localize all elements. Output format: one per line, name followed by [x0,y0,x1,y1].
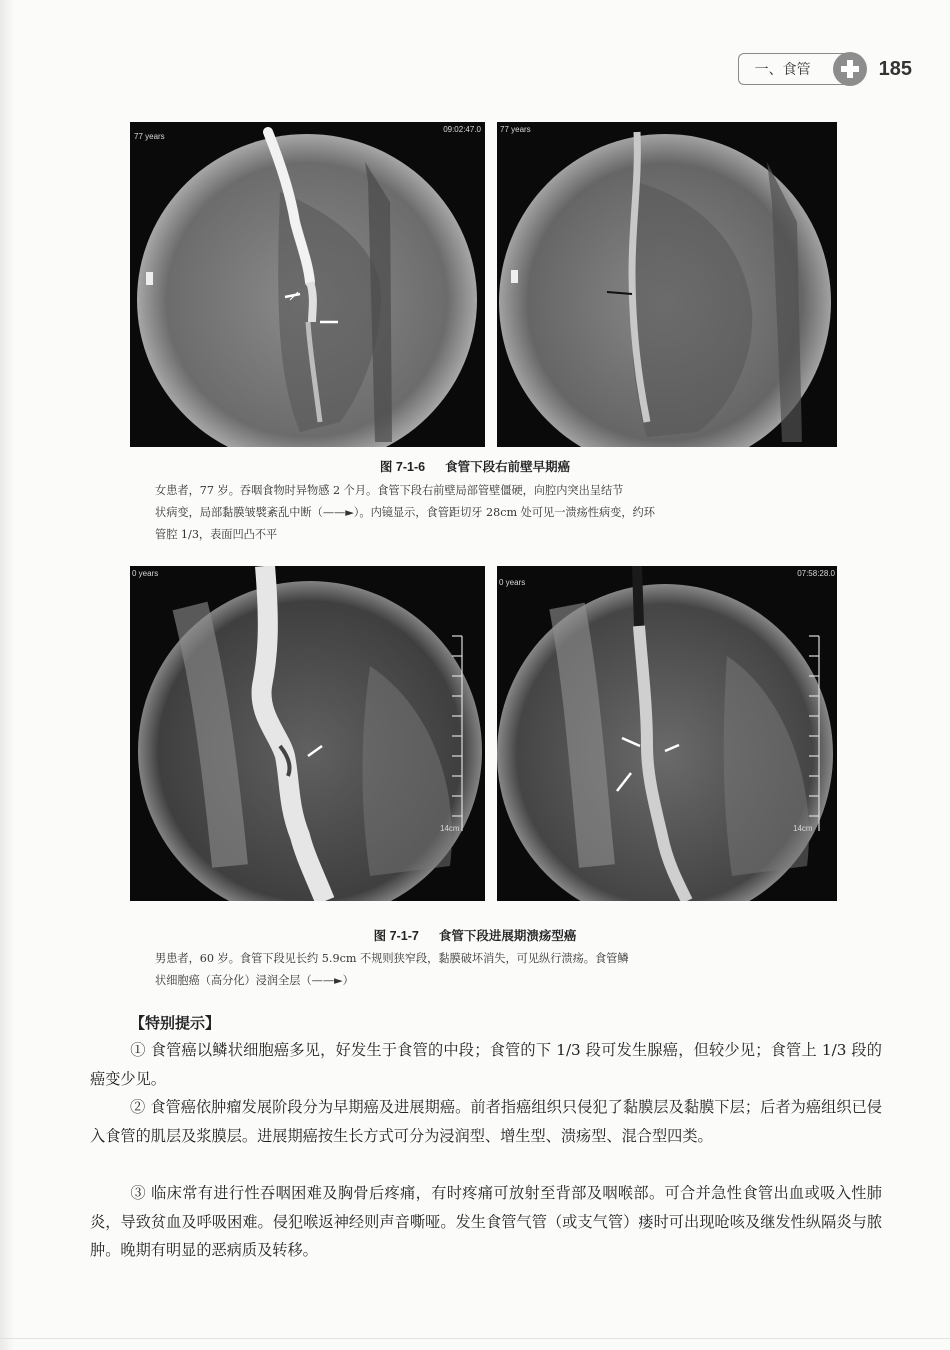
figure-7-1-6-caption [155,480,823,546]
caption-line: 状细胞癌（高分化）浸润全层（——►） [155,974,354,987]
figure-number: 图 7-1-7 [373,929,419,943]
image-time-label: 09:02:47.0 [443,125,481,134]
tip-text: ③ 临床常有进行性吞咽困难及胸骨后疼痛，有时疼痛可放射至背部及咽喉部。可合并急性食管出血或吸入性肺炎，导致贫血及呼吸困难。侵犯喉返神经则声音嘶哑。发生食管气管（或支气管）瘘时可出现呛咳及继发性纵隔炎与脓肿。晚期有明显的恶病质及转移。 [90,1184,882,1259]
tip-paragraph-1 [90,1036,882,1093]
image-age-label: 77 years [134,132,165,141]
scale-label: 14cm [793,824,813,833]
figure-7-1-6-left-image [130,122,485,447]
image-age-label: 0 years [499,578,526,587]
figure-7-1-7-right-image [497,566,837,901]
figure-title-text: 食管下段进展期溃疡型癌 [438,928,577,943]
caption-line: 管腔 1/3，表面凹凸不平 [155,528,278,541]
image-time-label: 07:58:28.0 [797,569,835,578]
medical-cross-icon [833,52,867,86]
caption-line: 男患者，60 岁。食管下段见长约 5.9cm 不规则狭窄段，黏膜破坏消失，可见纵行溃疡。食管鳞 [155,952,629,965]
figure-number: 图 7-1-6 [379,460,426,474]
caption-line: 状病变，局部黏膜皱襞紊乱中断（——►）。内镜显示，食管距切牙 28cm 处可见一溃疡性病变，约环 [155,506,655,519]
figure-title-text: 食管下段右前壁早期癌 [445,459,571,474]
figure-7-1-7-left-image [130,566,485,901]
figure-7-1-7-title [0,926,950,944]
image-age-label: 77 years [500,125,531,134]
section-tab [738,53,851,85]
page-bottom-line [0,1338,950,1339]
figure-7-1-7-caption [155,948,823,992]
figure-7-1-6-title [0,457,950,475]
page-edge [0,0,14,1350]
running-header [738,52,912,86]
tip-paragraph-2 [90,1093,882,1150]
tip-paragraph-3 [90,1179,882,1265]
tip-text: ① 食管癌以鳞状细胞癌多见，好发生于食管的中段；食管的下 1/3 段可发生腺癌，但较少见；食管上 1/3 段的癌变少见。 [90,1041,882,1088]
scale-label: 14cm [440,824,460,833]
caption-line: 女患者，77 岁。吞咽食物时异物感 2 个月。食管下段右前壁局部管壁僵硬，向腔内突出呈结节 [155,484,624,497]
section-label: 一、食管 [754,62,811,78]
figure-7-1-6-right-image [497,122,837,447]
image-age-label: 0 years [132,569,159,578]
tip-text: ② 食管癌依肿瘤发展阶段分为早期癌及进展期癌。前者指癌组织只侵犯了黏膜层及黏膜下层；后者为癌组织已侵入食管的肌层及浆膜层。进展期癌按生长方式可分为浸润型、增生型、溃疡型、混合型四类。 [90,1098,882,1145]
page-number: 185 [878,57,912,80]
special-tips-heading: 【特别提示】 [130,1014,221,1032]
